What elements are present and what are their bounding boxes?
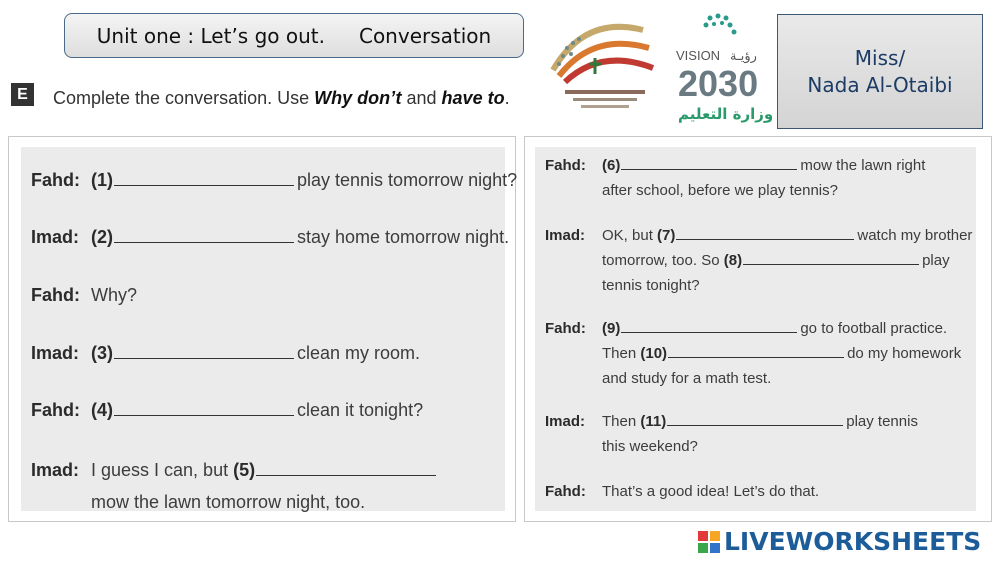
dialogue-left-content (21, 147, 518, 512)
answer-blank-1[interactable] (114, 185, 294, 186)
speaker-label: Fahd: (31, 285, 80, 305)
answer-blank-11[interactable] (667, 425, 843, 426)
dialogue-line-5: I guess I can, but (5) (91, 460, 439, 481)
answer-blank-9[interactable] (621, 332, 797, 333)
answer-blank-5[interactable] (256, 475, 436, 476)
answer-blank-6[interactable] (621, 169, 797, 170)
dialogue-line-2: (2) stay home tomorrow night. (91, 227, 510, 247)
speaker-label: Fahd: (545, 320, 586, 337)
dialogue-line-10: Then (10) do my homework (602, 345, 962, 362)
svg-text:رؤيـة: رؤيـة (730, 49, 757, 64)
svg-text:وزارة التعليم: وزارة التعليم (678, 105, 772, 123)
dialogue-right-content (535, 147, 976, 511)
speaker-label: Imad: (31, 227, 80, 247)
vision-2030-logo (672, 10, 772, 125)
speaker-label: Imad: (545, 413, 586, 430)
dialogue-line-6-cont: after school, before we play tennis? (602, 182, 838, 199)
speaker-label: Imad: (31, 460, 80, 480)
section-title: Conversation (358, 23, 492, 48)
dialogue-line-6: (6) mow the lawn right (602, 157, 926, 174)
speaker-label: Fahd: (31, 400, 80, 420)
answer-blank-4[interactable] (114, 415, 294, 416)
svg-text:VISION: VISION (676, 48, 721, 63)
keyword-have-to: have to (441, 88, 505, 108)
speaker-label: Fahd: (545, 157, 586, 174)
dialogue-panel-right (524, 136, 992, 522)
answer-blank-10[interactable] (668, 357, 844, 358)
unit-title: Unit one : Let’s go out. (96, 23, 325, 48)
dialogue-panel-left (8, 136, 516, 522)
dialogue-line-10-cont: and study for a math test. (602, 370, 772, 387)
dialogue-line-3: (3) clean my room. (91, 343, 421, 363)
dialogue-line-11: Then (11) play tennis (602, 413, 918, 430)
speaker-label: Fahd: (545, 483, 586, 500)
school-emblem-icon (545, 10, 660, 120)
dialogue-line-why: Why? (91, 285, 138, 305)
teacher-name-box (777, 14, 983, 129)
answer-blank-7[interactable] (676, 239, 854, 240)
dialogue-line-8-cont: tennis tonight? (602, 277, 700, 294)
speaker-label: Fahd: (31, 170, 80, 190)
exercise-instruction: Complete the conversation. Use Why don’t and have to. (53, 88, 510, 108)
teacher-title: Miss/ (854, 45, 906, 70)
teacher-name: Nada Al-Otaibi (807, 72, 953, 97)
dialogue-line-12: That’s a good idea! Let’s do that. (602, 483, 820, 500)
dialogue-line-9: (9) go to football practice. (602, 320, 948, 337)
keyword-why-dont: Why don’t (314, 88, 402, 108)
school-logo (545, 10, 660, 120)
answer-blank-3[interactable] (114, 358, 294, 359)
dialogue-line-7: OK, but (7) watch my brother (602, 227, 973, 244)
dialogue-line-5-cont: mow the lawn tomorrow night, too. (91, 492, 366, 512)
liveworksheets-brand[interactable] (698, 527, 981, 556)
dialogue-line-1: (1) play tennis tomorrow night? (91, 170, 518, 190)
exercise-letter-badge: E (11, 83, 34, 106)
svg-text:2030: 2030 (678, 63, 759, 104)
vision-logo-icon (672, 10, 772, 125)
worksheet-title (64, 13, 524, 58)
answer-blank-8[interactable] (743, 264, 919, 265)
dialogue-line-8: tomorrow, too. So (8) play (602, 252, 950, 269)
dialogue-line-4: (4) clean it tonight? (91, 400, 424, 420)
answer-blank-2[interactable] (114, 242, 294, 243)
speaker-label: Imad: (545, 227, 586, 244)
dialogue-line-11-cont: this weekend? (602, 438, 698, 455)
brand-logo-icon (698, 531, 720, 553)
brand-name: LIVEWORKSHEETS (724, 527, 982, 556)
speaker-label: Imad: (31, 343, 80, 363)
